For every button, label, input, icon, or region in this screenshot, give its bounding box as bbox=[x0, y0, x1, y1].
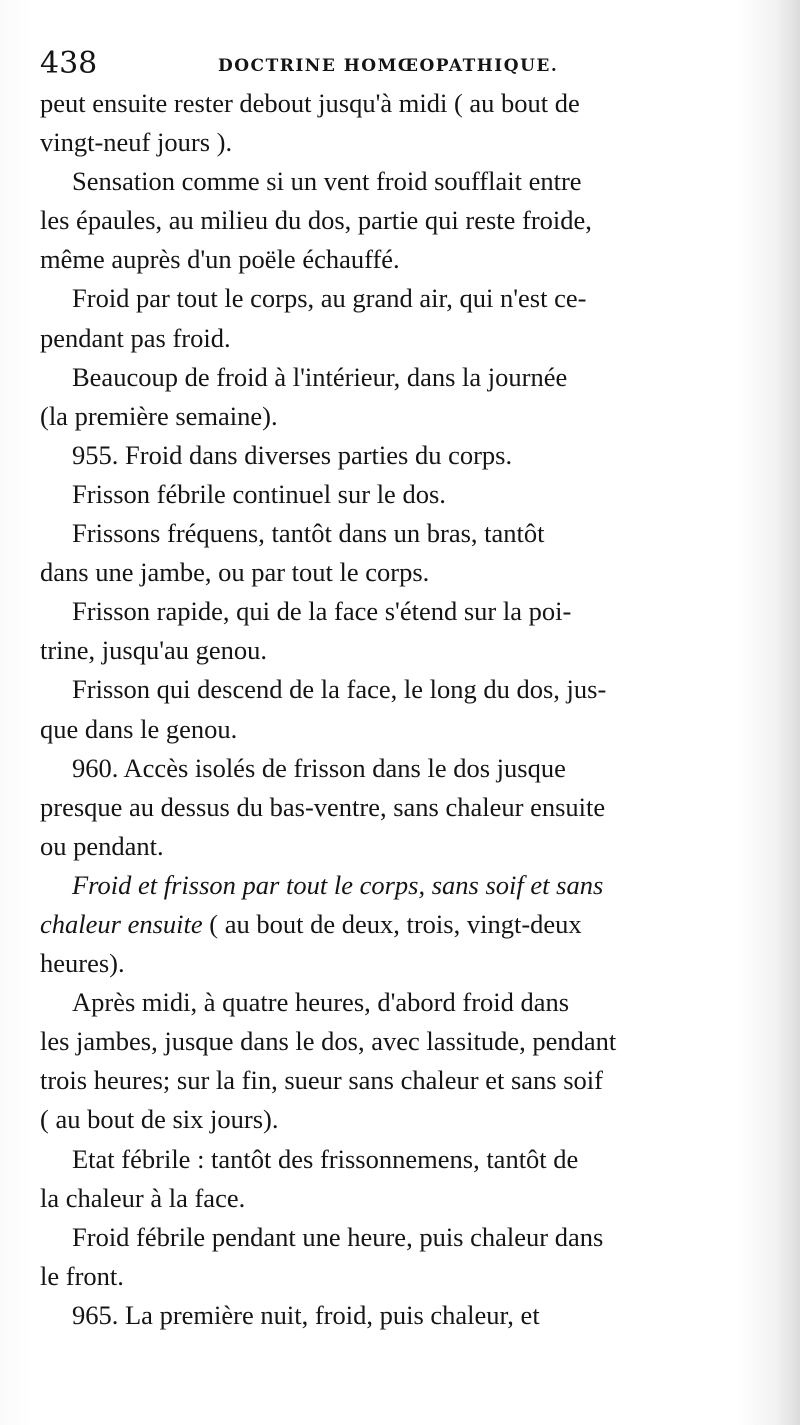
text-line: Beaucoup de froid à l'intérieur, dans la journée bbox=[72, 361, 568, 392]
italic-text-line: Froid et frisson par tout le corps, sans soif et sans bbox=[72, 869, 604, 900]
page-number: 438 bbox=[40, 46, 98, 81]
text-line: Après midi, à quatre heures, d'abord froid dans bbox=[72, 987, 570, 1018]
paragraph bbox=[40, 358, 746, 436]
paragraph bbox=[40, 436, 746, 475]
text-line: Frisson rapide, qui de la face s'étend sur la poi- bbox=[72, 596, 572, 627]
text-line: heures). bbox=[40, 948, 125, 979]
paragraph bbox=[40, 1218, 746, 1296]
paragraph bbox=[40, 162, 746, 279]
text-line: 960. Accès isolés de frisson dans le dos jusque bbox=[72, 752, 566, 783]
text-line: (la première semaine). bbox=[40, 400, 278, 431]
page-header bbox=[40, 46, 760, 82]
text-line: que dans le genou. bbox=[40, 713, 238, 744]
paragraph bbox=[40, 1296, 746, 1335]
paragraph bbox=[40, 983, 746, 1139]
running-title: DOCTRINE HOMŒOPATHIQUE. bbox=[218, 56, 559, 76]
paragraph bbox=[40, 514, 746, 592]
paragraph bbox=[40, 279, 746, 357]
paragraph bbox=[40, 475, 746, 514]
paragraph bbox=[40, 670, 746, 748]
text-line: trine, jusqu'au genou. bbox=[40, 635, 268, 666]
paragraph bbox=[40, 866, 746, 983]
text-line: les jambes, jusque dans le dos, avec lassitude, pendant bbox=[40, 1026, 617, 1057]
text-line: dans une jambe, ou par tout le corps. bbox=[40, 557, 430, 588]
text-line: Frisson fébrile continuel sur le dos. bbox=[72, 478, 446, 509]
text-line: le front. bbox=[40, 1260, 124, 1291]
body-text bbox=[40, 84, 746, 1335]
text-line: les épaules, au milieu du dos, partie qui reste froide, bbox=[40, 205, 592, 236]
text-line: Frisson qui descend de la face, le long du dos, jus- bbox=[72, 674, 607, 705]
paragraph bbox=[40, 749, 746, 866]
text-line: peut ensuite rester debout jusqu'à midi ( au bout de bbox=[40, 88, 580, 118]
paragraph bbox=[40, 84, 746, 162]
paragraph bbox=[40, 1140, 746, 1218]
text-line: ou pendant. bbox=[40, 830, 164, 861]
text-line: 965. La première nuit, froid, puis chaleur, et bbox=[72, 1299, 540, 1330]
text-fragment: ( au bout de deux, trois, vingt-deux bbox=[202, 908, 582, 939]
mixed-text-line bbox=[40, 905, 746, 944]
text-line: trois heures; sur la fin, sueur sans chaleur et sans soif bbox=[40, 1065, 603, 1096]
text-line: Froid fébrile pendant une heure, puis chaleur dans bbox=[72, 1221, 604, 1252]
text-line: Frissons fréquens, tantôt dans un bras, tantôt bbox=[72, 518, 545, 549]
paragraph bbox=[40, 592, 746, 670]
text-line: presque au dessus du bas-ventre, sans chaleur ensuite bbox=[40, 791, 606, 822]
text-line: même auprès d'un poële échauffé. bbox=[40, 244, 400, 275]
text-line: ( au bout de six jours). bbox=[40, 1104, 279, 1135]
text-line: Etat fébrile : tantôt des frissonnemens, tantôt de bbox=[72, 1143, 579, 1174]
italic-text: chaleur ensuite bbox=[40, 908, 203, 939]
text-line: la chaleur à la face. bbox=[40, 1182, 246, 1213]
text-line: 955. Froid dans diverses parties du corps. bbox=[72, 439, 513, 470]
text-line: vingt-neuf jours ). bbox=[40, 127, 233, 158]
text-line: Sensation comme si un vent froid soufflait entre bbox=[72, 166, 582, 197]
text-line: pendant pas froid. bbox=[40, 322, 231, 353]
text-line: Froid par tout le corps, au grand air, qui n'est ce- bbox=[72, 283, 587, 314]
